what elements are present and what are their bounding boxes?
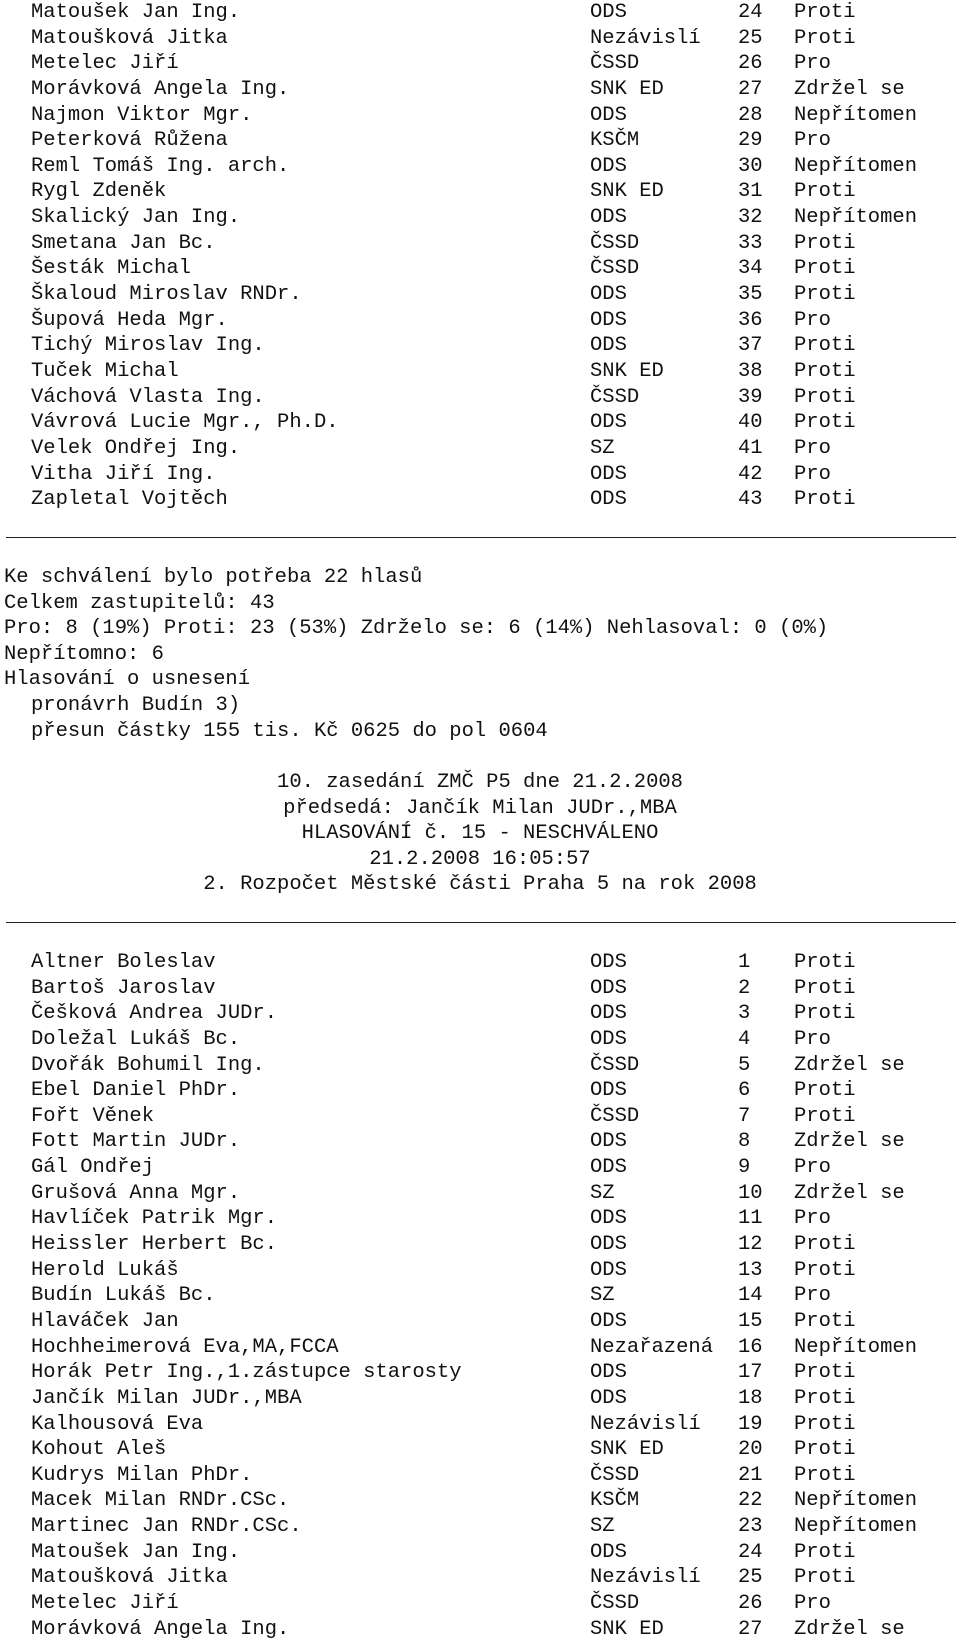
- vote-row: [0, 1001, 960, 1027]
- member-vote: Proti: [794, 1233, 856, 1257]
- member-vote: Proti: [794, 976, 856, 1000]
- member-party: ODS: [590, 1258, 627, 1282]
- member-name: Šupová Heda Mgr.: [31, 308, 228, 332]
- member-name: Budín Lukáš Bc.: [31, 1284, 216, 1308]
- member-number: 25: [738, 1566, 763, 1590]
- member-vote: Proti: [794, 257, 856, 281]
- member-name: Martinec Jan RNDr.CSc.: [31, 1515, 302, 1539]
- vote-list-bottom: [0, 950, 960, 1642]
- vote-timestamp: 21.2.2008 16:05:57: [369, 847, 591, 871]
- member-party: SZ: [590, 1515, 615, 1539]
- member-name: Tuček Michal: [31, 359, 179, 383]
- member-vote: Proti: [794, 359, 856, 383]
- member-name: Fořt Věnek: [31, 1104, 155, 1128]
- vote-row: [0, 1412, 960, 1438]
- member-number: 29: [738, 129, 763, 153]
- member-party: ODS: [590, 1309, 627, 1333]
- member-vote: Pro: [794, 436, 831, 460]
- vote-row: [0, 1386, 960, 1412]
- member-name: Heissler Herbert Bc.: [31, 1233, 278, 1257]
- member-number: 35: [738, 283, 763, 307]
- member-party: ODS: [590, 1, 627, 24]
- required-votes: Ke schválení bylo potřeba 22 hlasů: [4, 566, 423, 589]
- separator-line: [6, 922, 956, 923]
- member-vote: Nepřítomen: [794, 1335, 918, 1359]
- member-number: 43: [738, 488, 763, 512]
- member-party: ČSSD: [590, 257, 640, 281]
- member-party: SZ: [590, 436, 615, 460]
- vote-row: [0, 308, 960, 334]
- vote-row: [0, 231, 960, 257]
- vote-row: [0, 1617, 960, 1643]
- member-vote: Proti: [794, 1361, 856, 1385]
- proposal-name: pronávrh Budín 3): [31, 693, 241, 717]
- member-number: 23: [738, 1515, 763, 1539]
- member-number: 36: [738, 308, 763, 332]
- member-vote: Nepřítomen: [794, 1515, 918, 1539]
- member-name: Hlaváček Jan: [31, 1309, 179, 1333]
- member-name: Bartoš Jaroslav: [31, 976, 216, 1000]
- member-number: 34: [738, 257, 763, 281]
- member-number: 13: [738, 1258, 763, 1282]
- member-party: ODS: [590, 283, 627, 307]
- member-name: Herold Lukáš: [31, 1258, 179, 1282]
- vote-row: [0, 976, 960, 1002]
- member-number: 7: [738, 1104, 751, 1128]
- member-number: 24: [738, 1, 763, 24]
- member-vote: Pro: [794, 129, 831, 153]
- member-vote: Nepřítomen: [794, 206, 918, 230]
- member-number: 26: [738, 52, 763, 76]
- total-members: Celkem zastupitelů: 43: [4, 591, 275, 615]
- member-name: Matoušek Jan Ing.: [31, 1, 241, 24]
- member-vote: Pro: [794, 1592, 831, 1616]
- member-party: SNK ED: [590, 1438, 664, 1462]
- member-party: ODS: [590, 462, 627, 486]
- vote-row: [0, 1283, 960, 1309]
- member-party: ODS: [590, 1361, 627, 1385]
- member-name: Dvořák Bohumil Ing.: [31, 1053, 265, 1077]
- member-number: 18: [738, 1386, 763, 1410]
- vote-row: [0, 1437, 960, 1463]
- member-vote: Proti: [794, 231, 856, 255]
- member-vote: Proti: [794, 26, 856, 50]
- vote-row: [0, 1514, 960, 1540]
- member-vote: Proti: [794, 1002, 856, 1026]
- member-name: Skalický Jan Ing.: [31, 206, 241, 230]
- member-party: ČSSD: [590, 1463, 640, 1487]
- member-vote: Proti: [794, 1463, 856, 1487]
- vote-row: [0, 462, 960, 488]
- member-number: 3: [738, 1002, 751, 1026]
- member-party: ČSSD: [590, 52, 640, 76]
- vote-title: HLASOVÁNÍ č. 15 - NESCHVÁLENO: [301, 822, 659, 846]
- vote-row: [0, 1155, 960, 1181]
- member-number: 16: [738, 1335, 763, 1359]
- member-party: ČSSD: [590, 385, 640, 409]
- member-number: 27: [738, 1617, 763, 1641]
- member-vote: Pro: [794, 308, 831, 332]
- member-name: Reml Tomáš Ing. arch.: [31, 154, 290, 178]
- vote-row: [0, 1463, 960, 1489]
- vote-row: [0, 410, 960, 436]
- member-number: 42: [738, 462, 763, 486]
- member-party: SNK ED: [590, 359, 664, 383]
- member-party: ODS: [590, 1386, 627, 1410]
- vote-row: [0, 1258, 960, 1284]
- member-party: ČSSD: [590, 1104, 640, 1128]
- member-party: Nezávislí: [590, 1412, 701, 1436]
- member-party: ODS: [590, 206, 627, 230]
- member-party: ODS: [590, 1027, 627, 1051]
- member-name: Matoušek Jan Ing.: [31, 1540, 241, 1564]
- member-number: 30: [738, 154, 763, 178]
- member-number: 21: [738, 1463, 763, 1487]
- member-name: Šesták Michal: [31, 257, 191, 281]
- vote-row: [0, 950, 960, 976]
- member-name: Najmon Viktor Mgr.: [31, 103, 253, 127]
- member-vote: Pro: [794, 462, 831, 486]
- vote-row: [0, 487, 960, 513]
- member-vote: Proti: [794, 1258, 856, 1282]
- member-name: Matoušková Jitka: [31, 1566, 228, 1590]
- vote-row: [0, 1104, 960, 1130]
- vote-row: [0, 154, 960, 180]
- member-name: Velek Ondřej Ing.: [31, 436, 241, 460]
- vote-row: [0, 1360, 960, 1386]
- session-title: 10. zasedání ZMČ P5 dne 21.2.2008: [277, 771, 683, 794]
- member-name: Zapletal Vojtěch: [31, 488, 228, 512]
- member-number: 25: [738, 26, 763, 50]
- member-number: 28: [738, 103, 763, 127]
- member-vote: Pro: [794, 52, 831, 76]
- member-name: Horák Petr Ing.,1.zástupce starosty: [31, 1361, 462, 1385]
- vote-row: [0, 385, 960, 411]
- vote-row: [0, 103, 960, 129]
- member-party: ODS: [590, 1540, 627, 1564]
- member-number: 24: [738, 1540, 763, 1564]
- member-name: Fott Martin JUDr.: [31, 1130, 241, 1154]
- member-vote: Proti: [794, 1, 856, 24]
- member-party: ODS: [590, 488, 627, 512]
- member-party: ODS: [590, 154, 627, 178]
- member-vote: Nepřítomen: [794, 1489, 918, 1513]
- member-vote: Proti: [794, 283, 856, 307]
- vote-row: [0, 179, 960, 205]
- member-vote: Pro: [794, 1027, 831, 1051]
- vote-row: [0, 1232, 960, 1258]
- member-name: Matoušková Jitka: [31, 26, 228, 50]
- member-name: Ebel Daniel PhDr.: [31, 1079, 241, 1103]
- member-vote: Nepřítomen: [794, 103, 918, 127]
- member-number: 11: [738, 1207, 763, 1231]
- vote-row: [0, 333, 960, 359]
- member-name: Gál Ondřej: [31, 1156, 155, 1180]
- member-party: Nezařazená: [590, 1335, 714, 1359]
- vote-row: [0, 1565, 960, 1591]
- member-party: ODS: [590, 976, 627, 1000]
- member-number: 12: [738, 1233, 763, 1257]
- member-number: 26: [738, 1592, 763, 1616]
- member-vote: Proti: [794, 488, 856, 512]
- vote-subject: Hlasování o usnesení: [4, 668, 251, 692]
- vote-list-top: [0, 0, 960, 513]
- member-name: Rygl Zdeněk: [31, 180, 167, 204]
- vote-row: [0, 1078, 960, 1104]
- member-vote: Pro: [794, 1207, 831, 1231]
- member-party: ČSSD: [590, 1592, 640, 1616]
- vote-row: [0, 1181, 960, 1207]
- vote-row: [0, 77, 960, 103]
- member-name: Váchová Vlasta Ing.: [31, 385, 265, 409]
- member-number: 4: [738, 1027, 751, 1051]
- vote-row: [0, 436, 960, 462]
- member-party: Nezávislí: [590, 26, 701, 50]
- member-number: 8: [738, 1130, 751, 1154]
- member-vote: Proti: [794, 1412, 856, 1436]
- member-vote: Proti: [794, 1309, 856, 1333]
- member-name: Metelec Jiří: [31, 1592, 179, 1616]
- member-name: Altner Boleslav: [31, 951, 216, 974]
- member-name: Češková Andrea JUDr.: [31, 1002, 278, 1026]
- vote-row: [0, 1309, 960, 1335]
- member-party: SNK ED: [590, 1617, 664, 1641]
- member-vote: Proti: [794, 1438, 856, 1462]
- member-name: Tichý Miroslav Ing.: [31, 334, 265, 358]
- member-party: ODS: [590, 1079, 627, 1103]
- member-number: 6: [738, 1079, 751, 1103]
- member-name: Macek Milan RNDr.CSc.: [31, 1489, 290, 1513]
- member-number: 20: [738, 1438, 763, 1462]
- member-vote: Proti: [794, 411, 856, 435]
- member-party: ODS: [590, 411, 627, 435]
- vote-row: [0, 205, 960, 231]
- member-party: ODS: [590, 1207, 627, 1231]
- member-name: Morávková Angela Ing.: [31, 77, 290, 101]
- member-party: SZ: [590, 1284, 615, 1308]
- vote-row: [0, 26, 960, 52]
- member-number: 15: [738, 1309, 763, 1333]
- vote-row: [0, 1540, 960, 1566]
- vote-row: [0, 1053, 960, 1079]
- member-vote: Proti: [794, 334, 856, 358]
- member-number: 31: [738, 180, 763, 204]
- member-vote: Zdržel se: [794, 1053, 905, 1077]
- member-name: Škaloud Miroslav RNDr.: [31, 283, 302, 307]
- vote-row: [0, 1027, 960, 1053]
- member-number: 5: [738, 1053, 751, 1077]
- member-number: 10: [738, 1181, 763, 1205]
- member-party: ODS: [590, 1156, 627, 1180]
- member-name: Vitha Jiří Ing.: [31, 462, 216, 486]
- vote-row: [0, 0, 960, 26]
- member-name: Metelec Jiří: [31, 52, 179, 76]
- member-party: SNK ED: [590, 77, 664, 101]
- member-party: ČSSD: [590, 1053, 640, 1077]
- member-party: SNK ED: [590, 180, 664, 204]
- member-party: KSČM: [590, 129, 640, 153]
- member-name: Peterková Růžena: [31, 129, 228, 153]
- member-vote: Zdržel se: [794, 1130, 905, 1154]
- member-number: 17: [738, 1361, 763, 1385]
- member-name: Smetana Jan Bc.: [31, 231, 216, 255]
- member-vote: Pro: [794, 1284, 831, 1308]
- vote-row: [0, 1129, 960, 1155]
- vote-row: [0, 359, 960, 385]
- member-number: 40: [738, 411, 763, 435]
- vote-row: [0, 128, 960, 154]
- member-name: Morávková Angela Ing.: [31, 1617, 290, 1641]
- member-party: ODS: [590, 308, 627, 332]
- absent-count: Nepřítomno: 6: [4, 642, 164, 666]
- member-number: 39: [738, 385, 763, 409]
- vote-row: [0, 51, 960, 77]
- member-party: ODS: [590, 1233, 627, 1257]
- member-number: 19: [738, 1412, 763, 1436]
- member-name: Havlíček Patrik Mgr.: [31, 1207, 278, 1231]
- member-vote: Proti: [794, 1079, 856, 1103]
- vote-summary: [4, 565, 956, 744]
- vote-tally: Pro: 8 (19%) Proti: 23 (53%) Zdrželo se: 6 (14%) Nehlasoval: 0 (0%): [4, 617, 829, 641]
- member-party: ODS: [590, 1002, 627, 1026]
- member-party: ODS: [590, 103, 627, 127]
- member-vote: Proti: [794, 385, 856, 409]
- member-vote: Pro: [794, 1156, 831, 1180]
- member-number: 32: [738, 206, 763, 230]
- member-vote: Proti: [794, 1386, 856, 1410]
- member-vote: Zdržel se: [794, 1617, 905, 1641]
- proposal-detail: přesun částky 155 tis. Kč 0625 do pol 0604: [31, 719, 548, 743]
- member-number: 27: [738, 77, 763, 101]
- member-vote: Proti: [794, 1566, 856, 1590]
- member-number: 1: [738, 951, 751, 974]
- member-name: Doležal Lukáš Bc.: [31, 1027, 241, 1051]
- member-vote: Proti: [794, 180, 856, 204]
- vote-row: [0, 1591, 960, 1617]
- agenda-item: 2. Rozpočet Městské části Praha 5 na rok 2008: [203, 873, 757, 897]
- member-party: SZ: [590, 1181, 615, 1205]
- vote-row: [0, 1206, 960, 1232]
- vote-header: [0, 770, 960, 898]
- member-number: 2: [738, 976, 751, 1000]
- member-number: 14: [738, 1284, 763, 1308]
- member-party: Nezávislí: [590, 1566, 701, 1590]
- member-number: 38: [738, 359, 763, 383]
- member-number: 9: [738, 1156, 751, 1180]
- member-party: ODS: [590, 951, 627, 974]
- separator-line: [6, 537, 956, 538]
- vote-row: [0, 1488, 960, 1514]
- member-name: Kalhousová Eva: [31, 1412, 204, 1436]
- member-party: ODS: [590, 1130, 627, 1154]
- member-name: Jančík Milan JUDr.,MBA: [31, 1386, 302, 1410]
- member-name: Vávrová Lucie Mgr., Ph.D.: [31, 411, 339, 435]
- vote-row: [0, 282, 960, 308]
- member-number: 37: [738, 334, 763, 358]
- member-party: ODS: [590, 334, 627, 358]
- member-party: KSČM: [590, 1489, 640, 1513]
- member-vote: Zdržel se: [794, 1181, 905, 1205]
- member-name: Kudrys Milan PhDr.: [31, 1463, 253, 1487]
- member-number: 33: [738, 231, 763, 255]
- member-vote: Nepřítomen: [794, 154, 918, 178]
- member-vote: Proti: [794, 951, 856, 974]
- member-name: Grušová Anna Mgr.: [31, 1181, 241, 1205]
- member-party: ČSSD: [590, 231, 640, 255]
- member-vote: Proti: [794, 1104, 856, 1128]
- member-name: Kohout Aleš: [31, 1438, 167, 1462]
- member-vote: Proti: [794, 1540, 856, 1564]
- session-chair: předsedá: Jančík Milan JUDr.,MBA: [283, 796, 677, 820]
- member-name: Hochheimerová Eva,MA,FCCA: [31, 1335, 339, 1359]
- member-vote: Zdržel se: [794, 77, 905, 101]
- member-number: 22: [738, 1489, 763, 1513]
- vote-row: [0, 256, 960, 282]
- vote-row: [0, 1335, 960, 1361]
- member-number: 41: [738, 436, 763, 460]
